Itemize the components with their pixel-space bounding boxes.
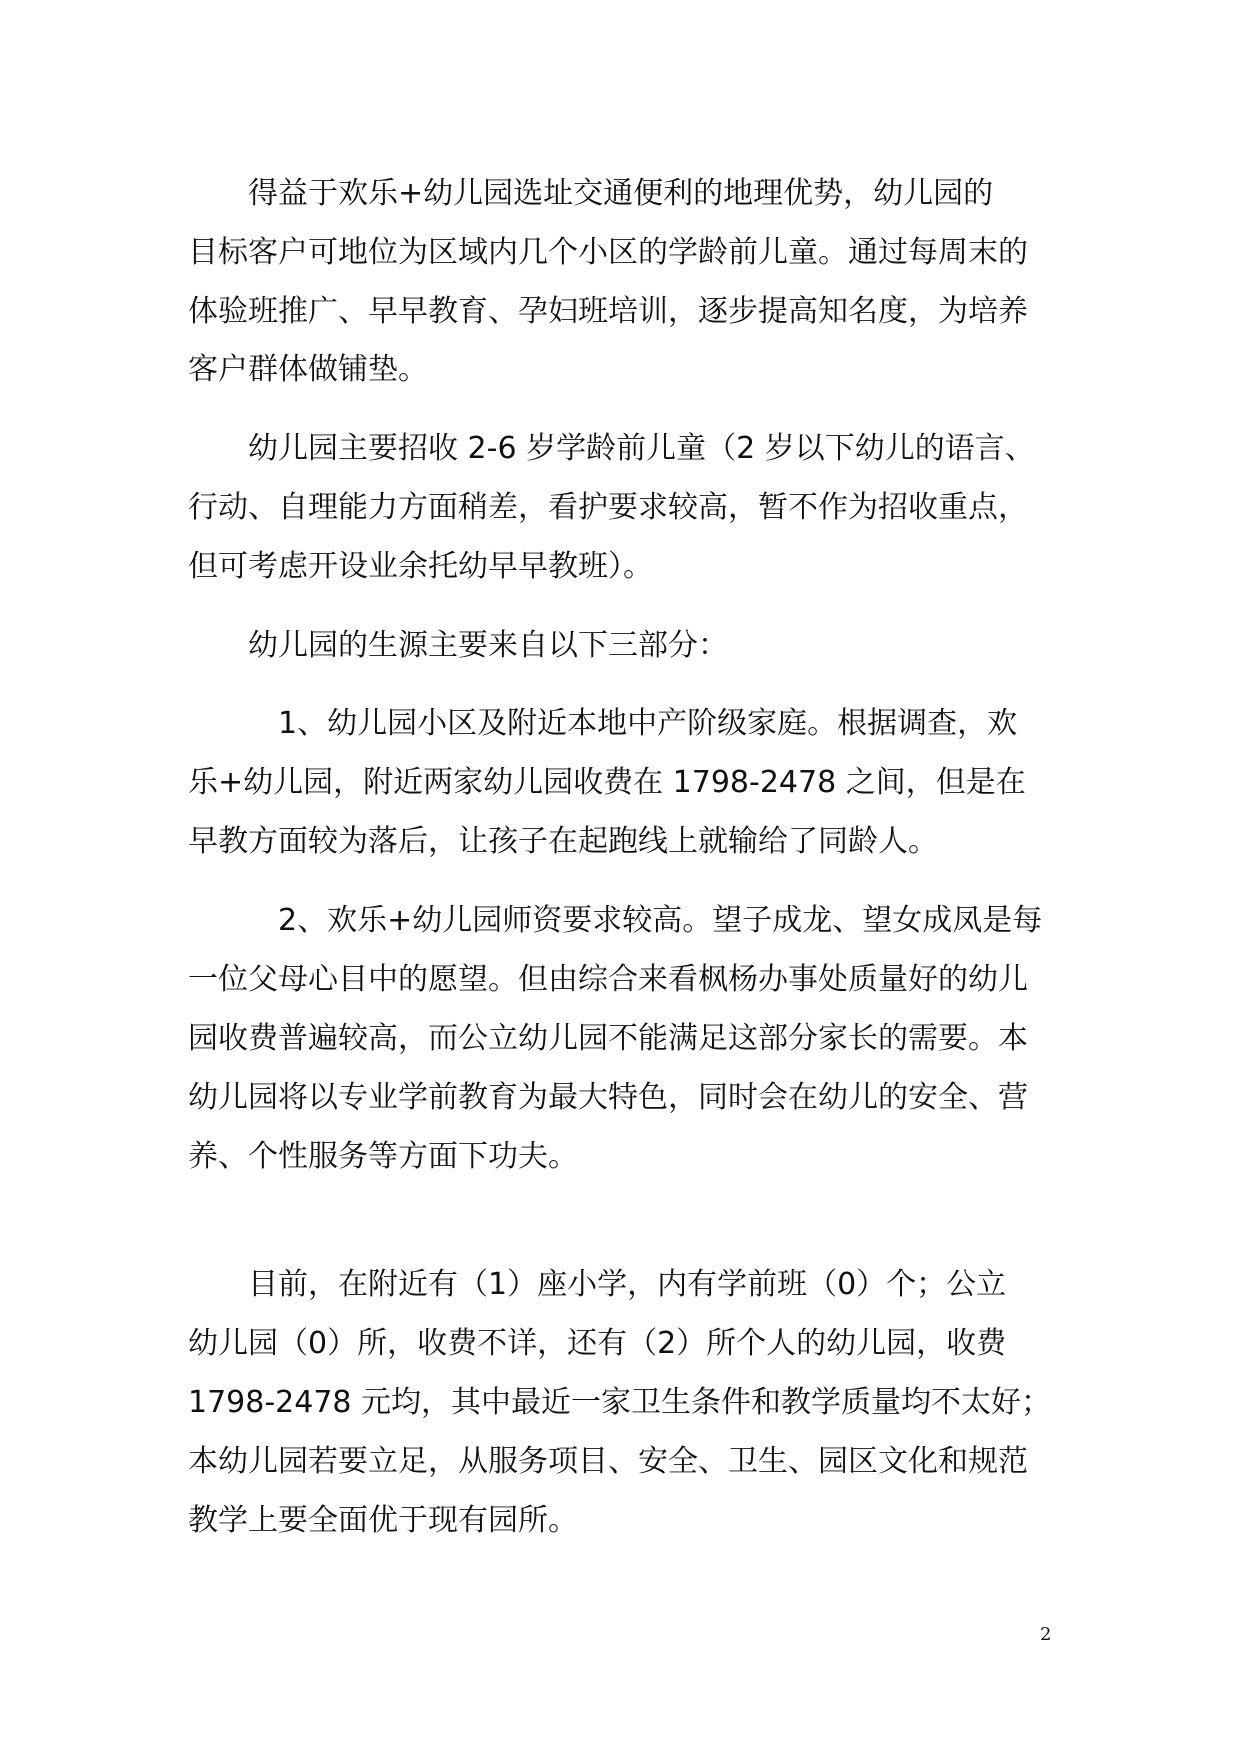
text-line: 早教方面较为落后，让孩子在起跑线上就输给了同龄人。 <box>188 824 938 859</box>
text-line: 园收费普遍较高，而公立幼儿园不能满足这部分家长的需要。本 <box>188 1021 1028 1056</box>
text-line: 目标客户可地位为区域内几个小区的学龄前儿童。通过每周末的 <box>188 235 1028 270</box>
text-line: 幼儿园的生源主要来自以下三部分： <box>188 628 728 663</box>
text-line: 幼儿园将以专业学前教育为最大特色，同时会在幼儿的安全、营 <box>188 1080 1028 1115</box>
text-line: 幼儿园主要招收 2-6 岁学龄前儿童（2 岁以下幼儿的语言、 <box>188 431 1035 466</box>
text-line: 2、欢乐+幼儿园师资要求较高。望子成龙、望女成凤是每 <box>188 903 1043 938</box>
text-line: 但可考虑开设业余托幼早早教班）。 <box>188 549 653 584</box>
text-line: 养、个性服务等方面下功夫。 <box>188 1139 578 1174</box>
text-line: 幼儿园（0）所，收费不详，还有（2）所个人的幼儿园，收费 <box>188 1326 1007 1361</box>
text-line: 客户群体做铺垫。 <box>188 352 428 387</box>
text-line: 教学上要全面优于现有园所。 <box>188 1503 578 1538</box>
text-line: 一位父母心目中的愿望。但由综合来看枫杨办事处质量好的幼儿 <box>188 962 1028 997</box>
text-line: 本幼儿园若要立足，从服务项目、安全、卫生、园区文化和规范 <box>188 1444 1028 1479</box>
text-line: 得益于欢乐+幼儿园选址交通便利的地理优势，幼儿园的 <box>188 176 994 211</box>
text-line: 目前，在附近有（1）座小学，内有学前班（0）个；公立 <box>188 1267 1007 1302</box>
text-line: 行动、自理能力方面稍差，看护要求较高，暂不作为招收重点， <box>188 490 1028 525</box>
text-line: 1、幼儿园小区及附近本地中产阶级家庭。根据调查，欢 <box>188 706 1018 741</box>
text-line: 乐+幼儿园，附近两家幼儿园收费在 1798-2478 之间，但是在 <box>188 765 1026 800</box>
text-line: 体验班推广、早早教育、孕妇班培训，逐步提高知名度，为培养 <box>188 294 1028 329</box>
text-line: 1798-2478 元均，其中最近一家卫生条件和教学质量均不太好； <box>188 1385 1052 1420</box>
page-number: 2 <box>1040 1624 1052 1645</box>
